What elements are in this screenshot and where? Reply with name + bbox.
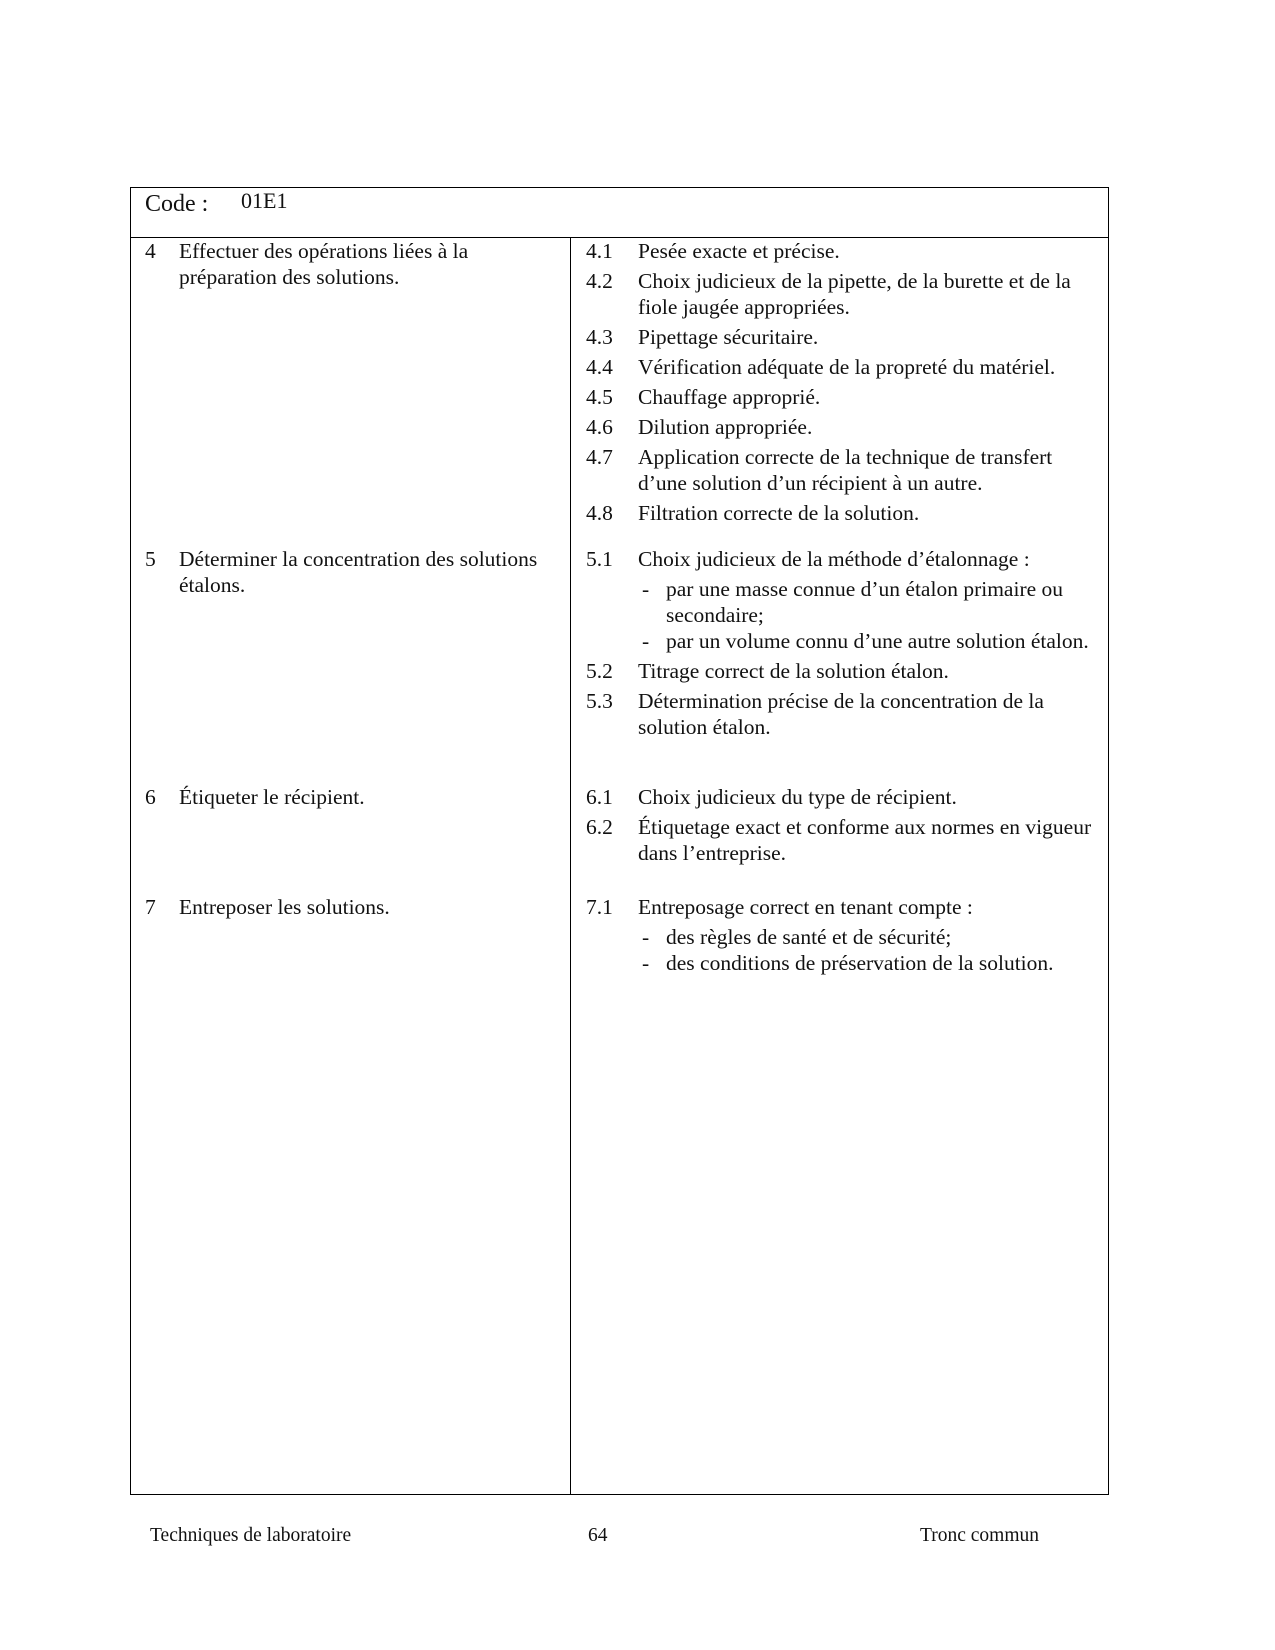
criterion xyxy=(586,414,1101,440)
criterion-number: 4.4 xyxy=(586,355,613,379)
criterion-number: 4.7 xyxy=(586,445,613,469)
criterion-text: Choix judicieux de la pipette, de la burette et de la fiole jaugée appropriées. xyxy=(638,269,1071,319)
task-text: Effectuer des opérations liées à la préparation des solutions. xyxy=(179,239,469,289)
bullet-text: par une masse connue d’un étalon primaire ou secondaire; xyxy=(666,577,1064,627)
criterion-text: Détermination précise de la concentration de la solution étalon. xyxy=(638,689,1044,739)
task-number: 4 xyxy=(145,239,156,263)
column-divider xyxy=(570,238,571,1495)
criterion-text: Entreposage correct en tenant compte : xyxy=(638,895,973,919)
bullet-text: par un volume connu d’une autre solution étalon. xyxy=(666,629,1089,653)
criterion xyxy=(586,238,1101,264)
criterion xyxy=(586,688,1101,740)
criterion-text: Pesée exacte et précise. xyxy=(638,239,840,263)
sub-bullet xyxy=(638,628,1101,654)
criteria-group-7 xyxy=(586,894,1101,976)
criterion xyxy=(586,444,1101,496)
task-number: 6 xyxy=(145,785,156,809)
task-number: 7 xyxy=(145,895,156,919)
criterion-text: Chauffage approprié. xyxy=(638,385,821,409)
criterion-text: Titrage correct de la solution étalon. xyxy=(638,659,949,683)
criterion xyxy=(586,500,1101,526)
dash-marker: - xyxy=(642,629,650,653)
criterion-number: 6.1 xyxy=(586,785,613,809)
criterion-text: Vérification adéquate de la propreté du matériel. xyxy=(638,355,1056,379)
sub-bullet xyxy=(638,950,1101,976)
criterion-number: 4.5 xyxy=(586,385,613,409)
task-text: Déterminer la concentration des solutions étalons. xyxy=(179,547,538,597)
criterion-number: 4.6 xyxy=(586,415,613,439)
criteria-group-5 xyxy=(586,546,1101,744)
footer-section: Tronc commun xyxy=(920,1525,1039,1546)
task-text: Étiqueter le récipient. xyxy=(179,785,365,809)
task-number: 5 xyxy=(145,547,156,571)
criteria-group-4 xyxy=(586,238,1101,530)
criterion xyxy=(586,324,1101,350)
bullet-text: des règles de santé et de sécurité; xyxy=(666,925,952,949)
criterion-number: 4.2 xyxy=(586,269,613,293)
criterion-text: Application correcte de la technique de transfert d’une solution d’un récipient à un autre. xyxy=(638,445,1053,495)
criterion-number: 5.1 xyxy=(586,547,613,571)
criterion xyxy=(586,784,1101,810)
footer-program: Techniques de laboratoire xyxy=(150,1525,352,1546)
criterion xyxy=(586,894,1101,920)
criterion xyxy=(586,658,1101,684)
competency-table xyxy=(130,187,1109,1495)
criterion xyxy=(586,814,1101,866)
criterion xyxy=(586,354,1101,380)
criterion-text: Choix judicieux du type de récipient. xyxy=(638,785,957,809)
sub-bullet xyxy=(638,924,1101,950)
criterion-number: 7.1 xyxy=(586,895,613,919)
code-value: 01E1 xyxy=(241,188,288,213)
criterion-number: 6.2 xyxy=(586,815,613,839)
criteria-group-6 xyxy=(586,784,1101,870)
criterion xyxy=(586,384,1101,410)
dash-marker: - xyxy=(642,577,650,601)
sub-bullet xyxy=(638,576,1101,628)
criterion xyxy=(586,268,1101,320)
task-item xyxy=(145,894,565,920)
criterion-text: Pipettage sécuritaire. xyxy=(638,325,819,349)
task-item xyxy=(145,546,565,598)
code-label: Code : xyxy=(145,191,209,217)
criterion-number: 4.8 xyxy=(586,501,613,525)
criterion-number: 4.1 xyxy=(586,239,613,263)
footer-page-number: 64 xyxy=(588,1525,608,1546)
task-text: Entreposer les solutions. xyxy=(179,895,390,919)
table-header xyxy=(131,188,1108,238)
criterion-number: 5.2 xyxy=(586,659,613,683)
dash-marker: - xyxy=(642,951,650,975)
dash-marker: - xyxy=(642,925,650,949)
criterion-text: Dilution appropriée. xyxy=(638,415,813,439)
criterion-text: Choix judicieux de la méthode d’étalonnage : xyxy=(638,547,1030,571)
criterion-number: 4.3 xyxy=(586,325,613,349)
task-item xyxy=(145,784,565,810)
task-item xyxy=(145,238,565,290)
criterion xyxy=(586,546,1101,572)
bullet-text: des conditions de préservation de la solution. xyxy=(666,951,1054,975)
criterion-number: 5.3 xyxy=(586,689,613,713)
criterion-text: Étiquetage exact et conforme aux normes en vigueur dans l’entreprise. xyxy=(638,815,1092,865)
criterion-text: Filtration correcte de la solution. xyxy=(638,501,920,525)
